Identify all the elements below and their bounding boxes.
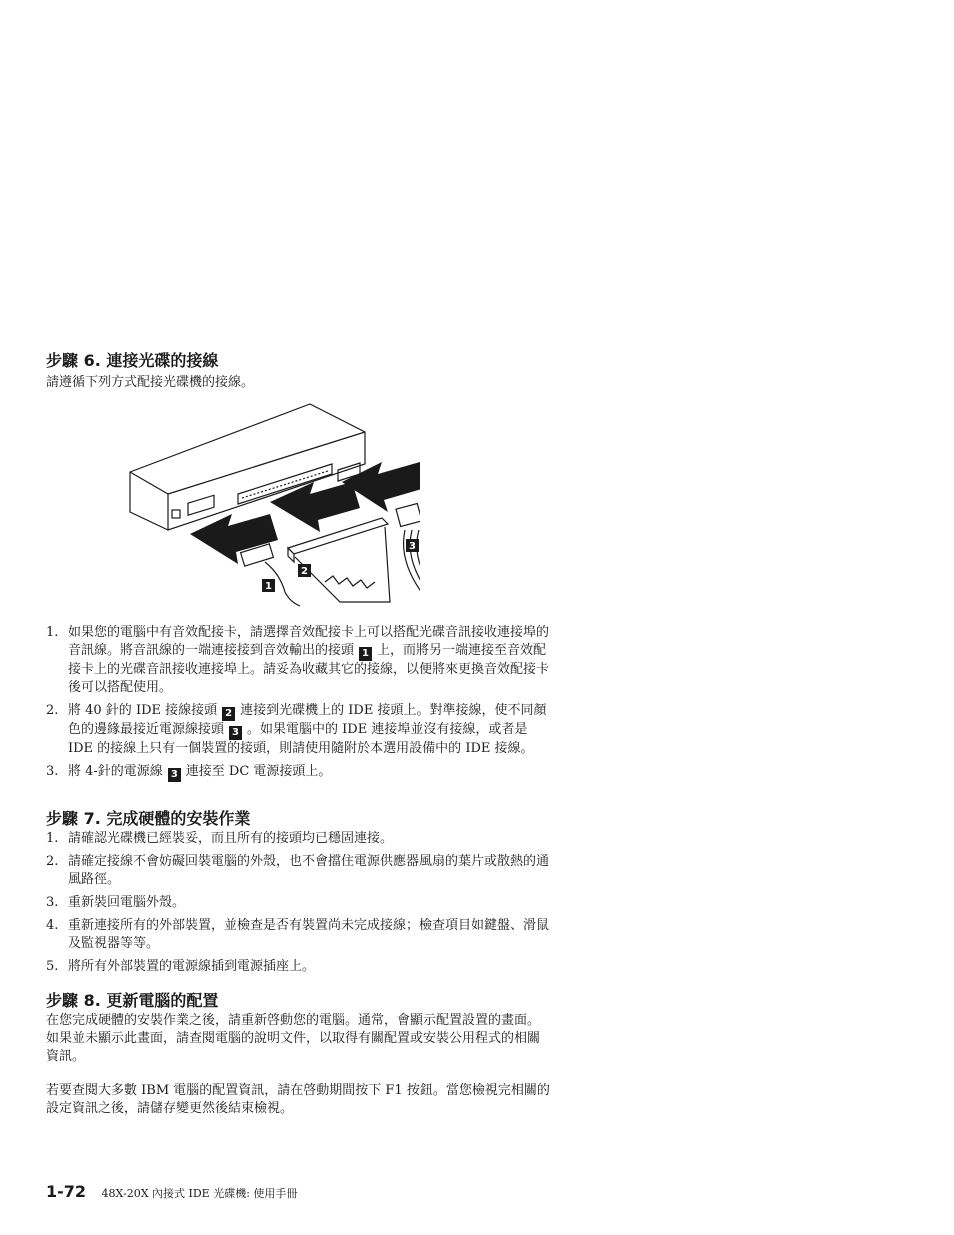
- step8-heading: 步驟 8. 更新電腦的配置: [46, 991, 219, 1010]
- callout-badge: 3: [229, 726, 242, 740]
- page-number: 1-72: [46, 1182, 87, 1201]
- footer-title: 48X-20X 內接式 IDE 光碟機: 使用手冊: [101, 1187, 298, 1200]
- list-item: 3. 重新裝回電腦外殼。: [46, 895, 186, 910]
- list-item: 1. 請確認光碟機已經裝妥，而且所有的接頭均已穩固連接。: [46, 831, 394, 846]
- page-footer: [46, 1182, 297, 1201]
- callout-badge: 2: [222, 707, 235, 721]
- step6-heading: 步驟 6. 連接光碟的接線: [46, 351, 219, 370]
- step6-intro: 請遵循下列方式配接光碟機的接線。: [46, 375, 255, 390]
- list-item: 3. 將 4-針的電源線 3 連接至 DC 電源接頭上。: [46, 764, 332, 780]
- list-item: 1. 如果您的電腦中有音效配接卡，請選擇音效配接卡上可以搭配光碟音訊接收連接埠的音訊線。將音訊線的一端連接接到音效輸出的接頭 1 上，而將另一端連接至音效配接卡上的光碟音訊接收連接埠上。請妥為收藏其它的接線，以便將來更換音效配接卡後可以搭配使用。: [46, 625, 550, 695]
- list-item: 5. 將所有外部裝置的電源線插到電源插座上。: [46, 959, 316, 974]
- list-item: 2. 將 40 針的 IDE 接線接頭 2 連接到光碟機上的 IDE 接頭上。對準接線，使不同顏色的邊緣最接近電源線接頭 3 。如果電腦中的 IDE 連接埠並沒有接線，或者是 IDE 的接線上只有一個裝置的接頭，則請使用隨附於本選用設備中的 IDE 接線。: [46, 703, 547, 756]
- cd-drive-cable-diagram: [120, 402, 420, 614]
- step7-list: [46, 830, 552, 981]
- step8-paragraph-2: 若要查閱大多數 IBM 電腦的配置資訊，請在啓動期間按下 F1 按鈕。當您檢視完相關的設定資訊之後，請儲存變更然後結束檢視。: [46, 1083, 550, 1116]
- step6-list: [46, 624, 552, 787]
- figure-callout-3: 3: [409, 541, 416, 552]
- step8-paragraph-1: 在您完成硬體的安裝作業之後，請重新啓動您的電腦。通常，會顯示配置設置的畫面。如果並未顯示此畫面，請查閱電腦的說明文件，以取得有關配置或安裝公用程式的相關資訊。: [46, 1013, 541, 1064]
- list-item: 4. 重新連接所有的外部裝置，並檢查是否有裝置尚未完成接線；檢查項目如鍵盤、滑鼠及監視器等等。: [46, 918, 550, 951]
- list-item: 2. 請確定接線不會妨礙回裝電腦的外殼，也不會擋住電源供應器風扇的葉片或散熱的通風路徑。: [46, 854, 550, 887]
- callout-badge: 3: [168, 768, 181, 782]
- figure-callout-1: 1: [265, 581, 272, 592]
- figure-callout-2: 2: [301, 566, 308, 577]
- callout-badge: 1: [359, 647, 372, 661]
- step7-heading: 步驟 7. 完成硬體的安裝作業: [46, 809, 251, 828]
